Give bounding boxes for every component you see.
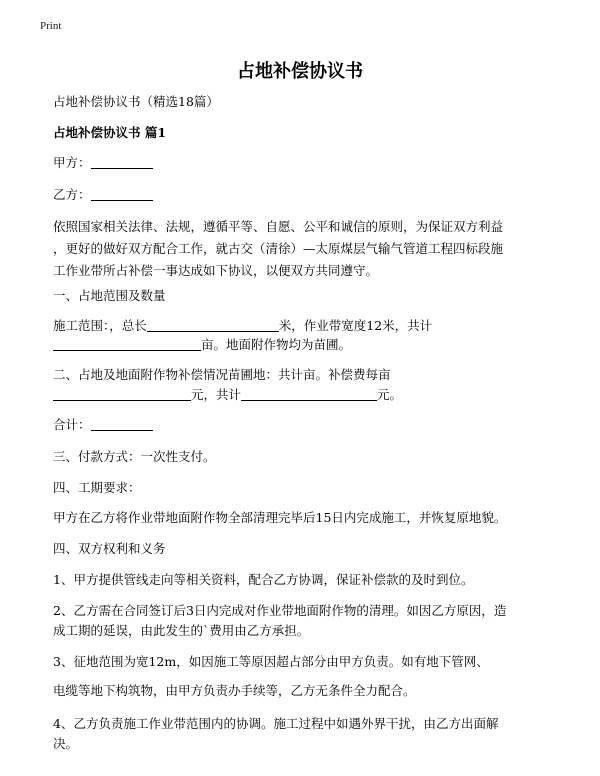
compensation-text: 元。 [377,387,403,402]
total-line [53,414,553,436]
rights-item: 3、征地范围为宽12m，如因施工等原因超占部分由甲方负责。如有地下管网、 [53,654,489,669]
schedule-heading: 四、工期要求： [53,480,141,495]
party-b-blank [91,186,153,201]
rights-item: 决。 [53,736,79,751]
party-a-label: 甲方： [53,155,91,170]
total-blank [91,416,153,431]
section-heading: 占地补偿协议书 篇1 [53,125,167,140]
length-blank [147,317,279,332]
scope-text: 米，作业带宽度12米，共计 [278,318,433,333]
scope-text: 施工范围：，总长 [53,318,147,333]
scope-line [53,334,553,356]
print-link[interactable]: Print [40,20,62,32]
scope-text: 亩。地面附作物均为苗圃。 [201,337,352,352]
intro-paragraph-line: ，更好的做好双方配合工作，就古交（清徐）—太原煤层气输气管道工程四标段施 [53,241,504,256]
party-a-blank [91,154,153,169]
document-title: 占地补偿协议书 [237,61,363,82]
compensation-line: 二、占地及地面附作物补偿情况苗圃地：共计亩。补偿费每亩 [53,367,391,382]
rights-heading: 四、双方权利和义务 [53,541,166,556]
party-b-line [53,184,553,206]
scope-heading: 一、占地范围及数量 [53,288,166,303]
area-blank [53,336,201,351]
payment-line: 三、付款方式：一次性支付。 [53,449,216,464]
rights-item: 成工期的延误，由此发生的`费用由乙方承担。 [53,623,310,638]
intro-paragraph-line: 工作业带所占补偿一事达成如下协议，以便双方共同遵守。 [53,263,379,278]
party-b-label: 乙方： [53,187,91,202]
intro-paragraph-line: 依照国家相关法律、法规，遵循平等、自愿、公平和诚信的原则，为保证双方利益 [53,219,504,234]
rights-item: 4、乙方负责施工作业带范围内的协调。施工过程中如遇外界干扰，由乙方出面解 [53,716,499,731]
rights-item: 2、乙方需在合同签订后3日内完成对作业带地面附作物的清理。如因乙方原因，造 [53,603,507,618]
rights-item: 电缆等地下构筑物，由甲方负责办手续等，乙方无条件全力配合。 [53,683,416,698]
subtitle: 占地补偿协议书（精选18篇） [53,94,219,109]
party-a-line [53,152,553,174]
amount-blank [241,386,377,401]
rate-blank [53,386,191,401]
compensation-text: 元，共计 [191,387,242,402]
schedule-text: 甲方在乙方将作业带地面附作物全部清理完毕后15日内完成施工，并恢复原地貌。 [53,510,507,525]
rights-item: 1、甲方提供管线走向等相关资料，配合乙方协调，保证补偿款的及时到位。 [53,572,474,587]
compensation-line [53,384,553,406]
total-label: 合计： [53,417,91,432]
